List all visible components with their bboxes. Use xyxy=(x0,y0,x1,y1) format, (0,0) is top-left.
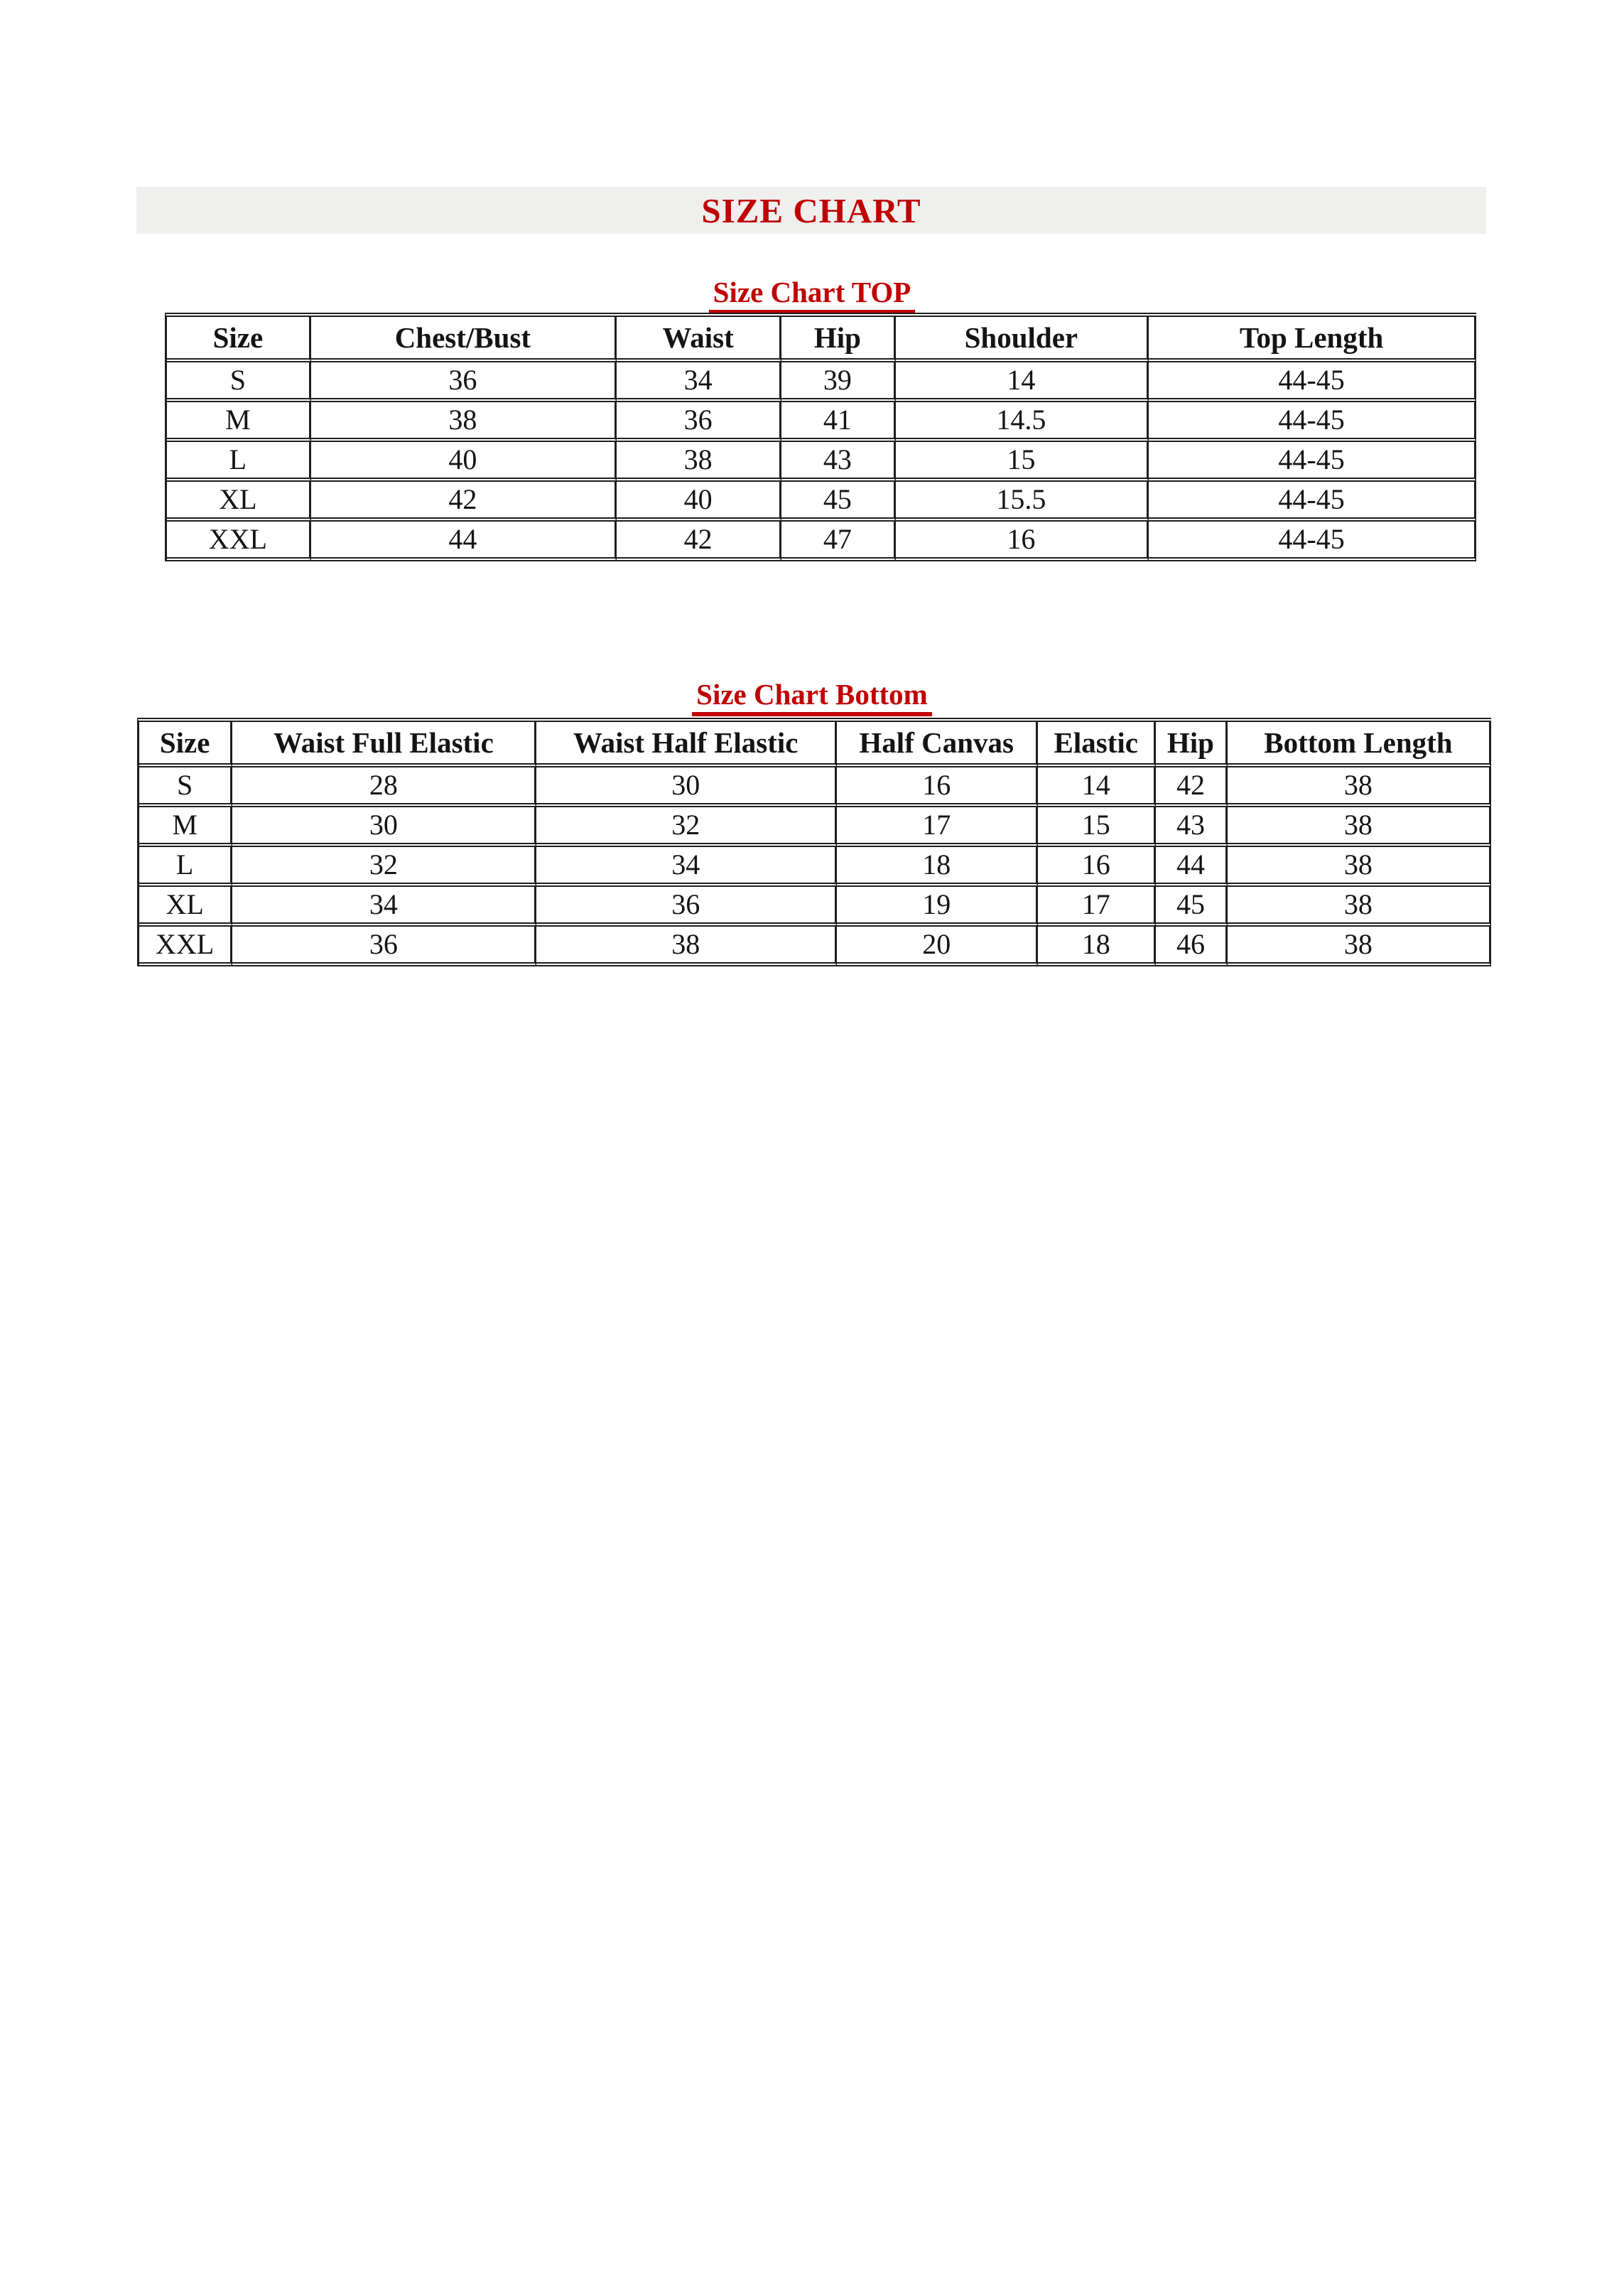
value-cell: 45 xyxy=(781,482,895,522)
column-header-chest-bust: Chest/Bust xyxy=(311,317,617,362)
size-cell: L xyxy=(139,847,232,887)
size-chart-bottom-table xyxy=(137,718,1491,966)
table-row-xl xyxy=(167,482,1476,522)
table-row-s xyxy=(139,767,1491,807)
page-title: SIZE CHART xyxy=(701,190,921,230)
value-cell: 42 xyxy=(617,522,781,561)
section-heading-top: Size Chart TOP xyxy=(709,277,916,314)
value-cell: 45 xyxy=(1156,887,1228,927)
table-row-l xyxy=(139,847,1491,887)
value-cell: 16 xyxy=(837,767,1039,807)
value-cell: 38 xyxy=(536,927,836,966)
value-cell: 15.5 xyxy=(896,482,1149,522)
value-cell: 43 xyxy=(1156,807,1228,847)
table-row-l xyxy=(167,442,1476,482)
title-bar xyxy=(136,187,1486,234)
value-cell: 38 xyxy=(311,402,617,442)
size-cell: M xyxy=(167,402,311,442)
value-cell: 47 xyxy=(781,522,895,561)
value-cell: 38 xyxy=(617,442,781,482)
value-cell: 17 xyxy=(837,807,1039,847)
table-row-m xyxy=(139,807,1491,847)
value-cell: 34 xyxy=(232,887,536,927)
header-row xyxy=(139,722,1491,767)
table-row-xxl xyxy=(167,522,1476,561)
value-cell: 38 xyxy=(1228,887,1491,927)
value-cell: 30 xyxy=(536,767,836,807)
value-cell: 30 xyxy=(232,807,536,847)
value-cell: 44-45 xyxy=(1149,362,1476,402)
value-cell: 42 xyxy=(311,482,617,522)
value-cell: 38 xyxy=(1228,767,1491,807)
section-heading-bottom-wrap xyxy=(0,679,1624,716)
size-cell: L xyxy=(167,442,311,482)
value-cell: 44-45 xyxy=(1149,442,1476,482)
size-chart-top-table xyxy=(165,313,1476,561)
column-header-waist-full-elastic: Waist Full Elastic xyxy=(232,722,536,767)
value-cell: 34 xyxy=(536,847,836,887)
size-cell: XXL xyxy=(167,522,311,561)
value-cell: 36 xyxy=(232,927,536,966)
value-cell: 20 xyxy=(837,927,1039,966)
table-row-s xyxy=(167,362,1476,402)
value-cell: 17 xyxy=(1038,887,1156,927)
column-header-size: Size xyxy=(167,317,311,362)
value-cell: 14 xyxy=(1038,767,1156,807)
value-cell: 14 xyxy=(896,362,1149,402)
header-row xyxy=(167,317,1476,362)
value-cell: 32 xyxy=(232,847,536,887)
value-cell: 36 xyxy=(536,887,836,927)
size-cell: S xyxy=(139,767,232,807)
column-header-bottom-length: Bottom Length xyxy=(1228,722,1491,767)
value-cell: 42 xyxy=(1156,767,1228,807)
table-row-m xyxy=(167,402,1476,442)
section-heading-top-wrap xyxy=(0,277,1624,314)
column-header-waist-half-elastic: Waist Half Elastic xyxy=(536,722,836,767)
value-cell: 44-45 xyxy=(1149,522,1476,561)
table-row-xl xyxy=(139,887,1491,927)
value-cell: 19 xyxy=(837,887,1039,927)
column-header-size: Size xyxy=(139,722,232,767)
size-cell: XXL xyxy=(139,927,232,966)
column-header-half-canvas: Half Canvas xyxy=(837,722,1039,767)
value-cell: 18 xyxy=(837,847,1039,887)
value-cell: 18 xyxy=(1038,927,1156,966)
column-header-hip: Hip xyxy=(1156,722,1228,767)
column-header-waist: Waist xyxy=(617,317,781,362)
size-cell: S xyxy=(167,362,311,402)
value-cell: 14.5 xyxy=(896,402,1149,442)
value-cell: 39 xyxy=(781,362,895,402)
value-cell: 44-45 xyxy=(1149,482,1476,522)
value-cell: 28 xyxy=(232,767,536,807)
value-cell: 16 xyxy=(896,522,1149,561)
value-cell: 41 xyxy=(781,402,895,442)
column-header-top-length: Top Length xyxy=(1149,317,1476,362)
size-cell: M xyxy=(139,807,232,847)
section-heading-bottom: Size Chart Bottom xyxy=(692,679,932,716)
value-cell: 44 xyxy=(311,522,617,561)
size-cell: XL xyxy=(139,887,232,927)
table-row-xxl xyxy=(139,927,1491,966)
value-cell: 40 xyxy=(617,482,781,522)
value-cell: 44-45 xyxy=(1149,402,1476,442)
value-cell: 32 xyxy=(536,807,836,847)
value-cell: 38 xyxy=(1228,807,1491,847)
value-cell: 43 xyxy=(781,442,895,482)
value-cell: 15 xyxy=(896,442,1149,482)
value-cell: 36 xyxy=(311,362,617,402)
value-cell: 40 xyxy=(311,442,617,482)
size-cell: XL xyxy=(167,482,311,522)
value-cell: 38 xyxy=(1228,927,1491,966)
value-cell: 34 xyxy=(617,362,781,402)
value-cell: 46 xyxy=(1156,927,1228,966)
value-cell: 36 xyxy=(617,402,781,442)
value-cell: 38 xyxy=(1228,847,1491,887)
column-header-shoulder: Shoulder xyxy=(896,317,1149,362)
value-cell: 44 xyxy=(1156,847,1228,887)
value-cell: 15 xyxy=(1038,807,1156,847)
column-header-elastic: Elastic xyxy=(1038,722,1156,767)
value-cell: 16 xyxy=(1038,847,1156,887)
column-header-hip: Hip xyxy=(781,317,895,362)
